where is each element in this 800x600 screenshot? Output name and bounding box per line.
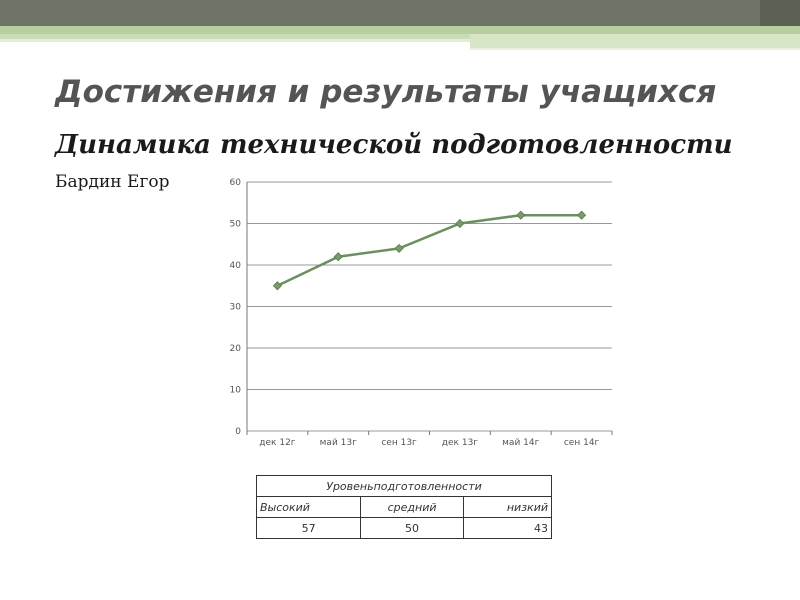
header-stripe: [0, 39, 470, 42]
header-stripe: [470, 48, 800, 50]
header-stripe: [0, 26, 800, 34]
series-line: [277, 215, 581, 286]
data-point: [395, 244, 403, 252]
x-tick-label: сен 14г: [563, 438, 600, 448]
level-value-medium: 50: [361, 518, 463, 539]
level-header-high: Высокий: [257, 497, 361, 518]
y-tick-label: 20: [229, 344, 241, 354]
student-name: Бардин Егор: [55, 172, 170, 192]
x-tick-label: дек 12г: [259, 438, 296, 448]
slide-subtitle: Динамика технической подготовленности: [55, 130, 733, 160]
header-bar: [0, 0, 800, 26]
level-value-low: 43: [463, 518, 551, 539]
level-table-title: Уровеньподготовленности: [257, 476, 552, 497]
progress-line-chart: [215, 175, 625, 450]
y-tick-label: 50: [229, 219, 241, 230]
data-point: [334, 253, 342, 261]
data-point: [517, 211, 525, 219]
level-table: [256, 475, 552, 539]
data-point: [578, 211, 586, 219]
slide-title: Достижения и результаты учащихся: [55, 74, 717, 110]
y-tick-label: 60: [229, 178, 241, 188]
y-tick-label: 0: [235, 427, 241, 437]
data-point: [273, 282, 281, 290]
x-tick-label: дек 13г: [441, 438, 479, 448]
header-stripe: [470, 34, 800, 48]
level-header-low: низкий: [463, 497, 551, 518]
data-point: [456, 220, 464, 228]
level-header-medium: средний: [361, 497, 463, 518]
x-tick-label: сен 13г: [381, 438, 417, 448]
x-tick-label: май 13г: [319, 438, 357, 448]
header-bar-accent: [760, 0, 800, 26]
x-tick-label: май 14г: [502, 438, 540, 448]
y-tick-label: 10: [229, 385, 241, 396]
y-tick-label: 30: [229, 302, 241, 313]
y-tick-label: 40: [229, 261, 241, 271]
level-value-high: 57: [257, 518, 361, 539]
